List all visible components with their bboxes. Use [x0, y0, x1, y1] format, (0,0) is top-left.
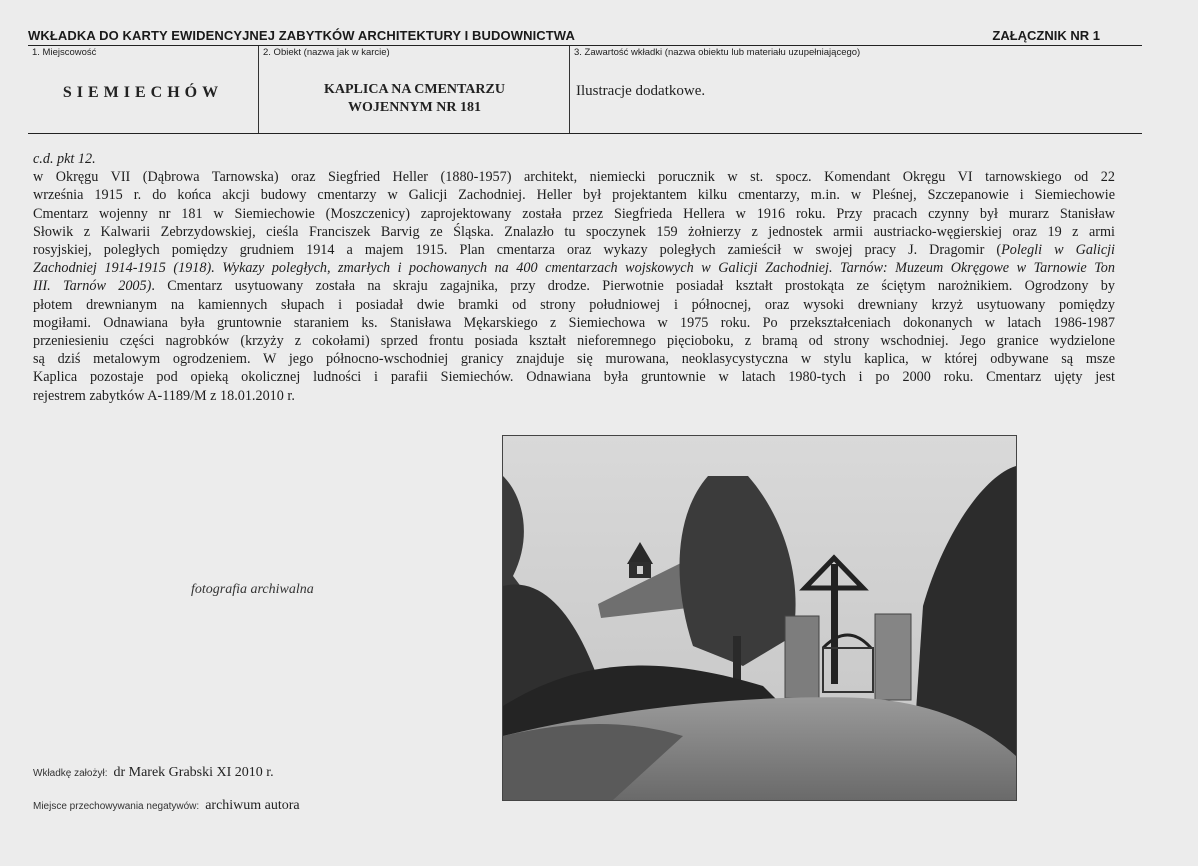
text-line: Cmentarz wojenny nr 181 w Siemiechowie (Moszczenicy) zaprojektowany została przez Siegfrieda Hellera w 1916 roku. Przy pracach czynny był murarz Stanisław	[33, 205, 1115, 222]
insert-author-value: dr Marek Grabski XI 2010 r.	[113, 765, 274, 780]
negative-storage-label: Miejsce przechowywania negatywów:	[33, 801, 200, 812]
text-line: przeniesieniu części nagrobków (krzyży z cokołami) sprzed frontu posiada kształt nieforemnego pięcioboku, z bramą od strony wschodniej. Jego granice wydzielone	[33, 333, 1115, 350]
object-name-line1: KAPLICA NA CMENTARZU	[324, 82, 505, 97]
negative-storage-value: archiwum autora	[205, 798, 300, 813]
contents-value: Ilustracje dodatkowe.	[576, 83, 706, 99]
insert-author-label: Wkładkę założył:	[33, 768, 108, 779]
citation-end: III. Tarnów 2005)	[33, 278, 152, 295]
text-line: września 1915 r. do końca akcji budowy cmentarzy w Galicji Zachodniej. Heller był projektantem kilku cmentarzy, m.in. w Pleśnej, Szczepanowie i Siemiechowie	[33, 187, 1115, 204]
text-line: mogiłami. Odnawiana była gruntownie staraniem ks. Stanisława Mękarskiego z Siemiechowa w 1975 roku. Po przekształceniach dokonanych w latach 1986-1987	[33, 314, 1115, 331]
object-name	[259, 81, 570, 117]
contents-field	[569, 46, 1143, 133]
document-header	[28, 28, 1142, 46]
record-fields	[28, 46, 1142, 134]
text-line: Słowik z Kalwarii Zebrzydowskiej, cieśla Franciszek Barvig ze Śląska. Znalazło tu spoczynek 159 żołnierzy z jednostek armii austriacko-węgierskiej oraz 19 z armi	[33, 223, 1115, 240]
negative-storage	[33, 798, 300, 814]
text-segment: rosyjskiej, poległych pomiędzy grudniem 1914 a majem 1915. Plan cmentarza oraz wykazy poległych zamieścił w swojej pracy J. Dragomir (	[33, 242, 1002, 259]
object-name-line2: WOJENNYM NR 181	[348, 100, 481, 115]
document-title: WKŁADKA DO KARTY EWIDENCYJNEJ ZABYTKÓW ARCHITEKTURY I BUDOWNICTWA	[28, 28, 575, 43]
object-label: 2. Obiekt (nazwa jak w karcie)	[263, 47, 390, 58]
insert-author	[33, 765, 274, 781]
locality-field	[28, 46, 258, 133]
text-line: płotem drewnianym na kamiennych słupach i posiadał dwie bramki od strony południowej i północnej, oraz wysoki drewniany krzyż usytuowany pomiędzy	[33, 296, 1115, 313]
text-line	[33, 277, 1115, 295]
text-line: są dziś metalowym ogrodzeniem. W jego północno-wschodniej granicy znajduje się murowana, neoklasycystyczna w stylu kaplica, w której odbywane są msze	[33, 351, 1115, 368]
text-line: rejestrem zabytków A-1189/M z 18.01.2010 r.	[33, 387, 295, 404]
text-segment: . Cmentarz usytuowany została na skraju zagajnika, przy drodze. Pierwotnie posiadał kształt prostokąta ze ściętym narożnikiem. Ogrodzony by	[151, 278, 1115, 295]
text-line: w Okręgu VII (Dąbrowa Tarnowska) oraz Siegfried Heller (1880-1957) architekt, niemiecki porucznik w st. spocz. Komendant Okręgu VI tarnowskiego od 22	[33, 169, 1115, 186]
locality-value: SIEMIECHÓW	[62, 84, 224, 101]
text-line	[33, 241, 1115, 259]
description-text	[33, 150, 1115, 405]
citation-line: Zachodniej 1914-1915 (1918). Wykazy poległych, zmarłych i pochowanych na 400 cmentarzach wojskowych w Galicji Zachodniej. Tarnów: Muzeum Okręgowe w Tarnowie Ton	[33, 260, 1115, 277]
text-line: Kaplica pozostaje pod opieką okolicznej ludności i parafii Siemiechów. Odnawiana była gruntownie w latach 1980-tych i po 2000 roku. Cmentarz ujęty jest	[33, 369, 1115, 386]
citation-title: Polegli w Galicji	[1001, 242, 1115, 259]
contents-label: 3. Zawartość wkładki (nazwa obiektu lub materiału uzupełniającego)	[574, 47, 861, 58]
photo-caption: fotografia archiwalna	[191, 582, 314, 597]
archival-photo	[502, 435, 1017, 801]
continuation-note: c.d. pkt 12.	[33, 151, 96, 167]
object-field	[258, 46, 570, 133]
locality-label: 1. Miejscowość	[32, 47, 97, 58]
attachment-number: ZAŁĄCZNIK NR 1	[992, 28, 1100, 43]
